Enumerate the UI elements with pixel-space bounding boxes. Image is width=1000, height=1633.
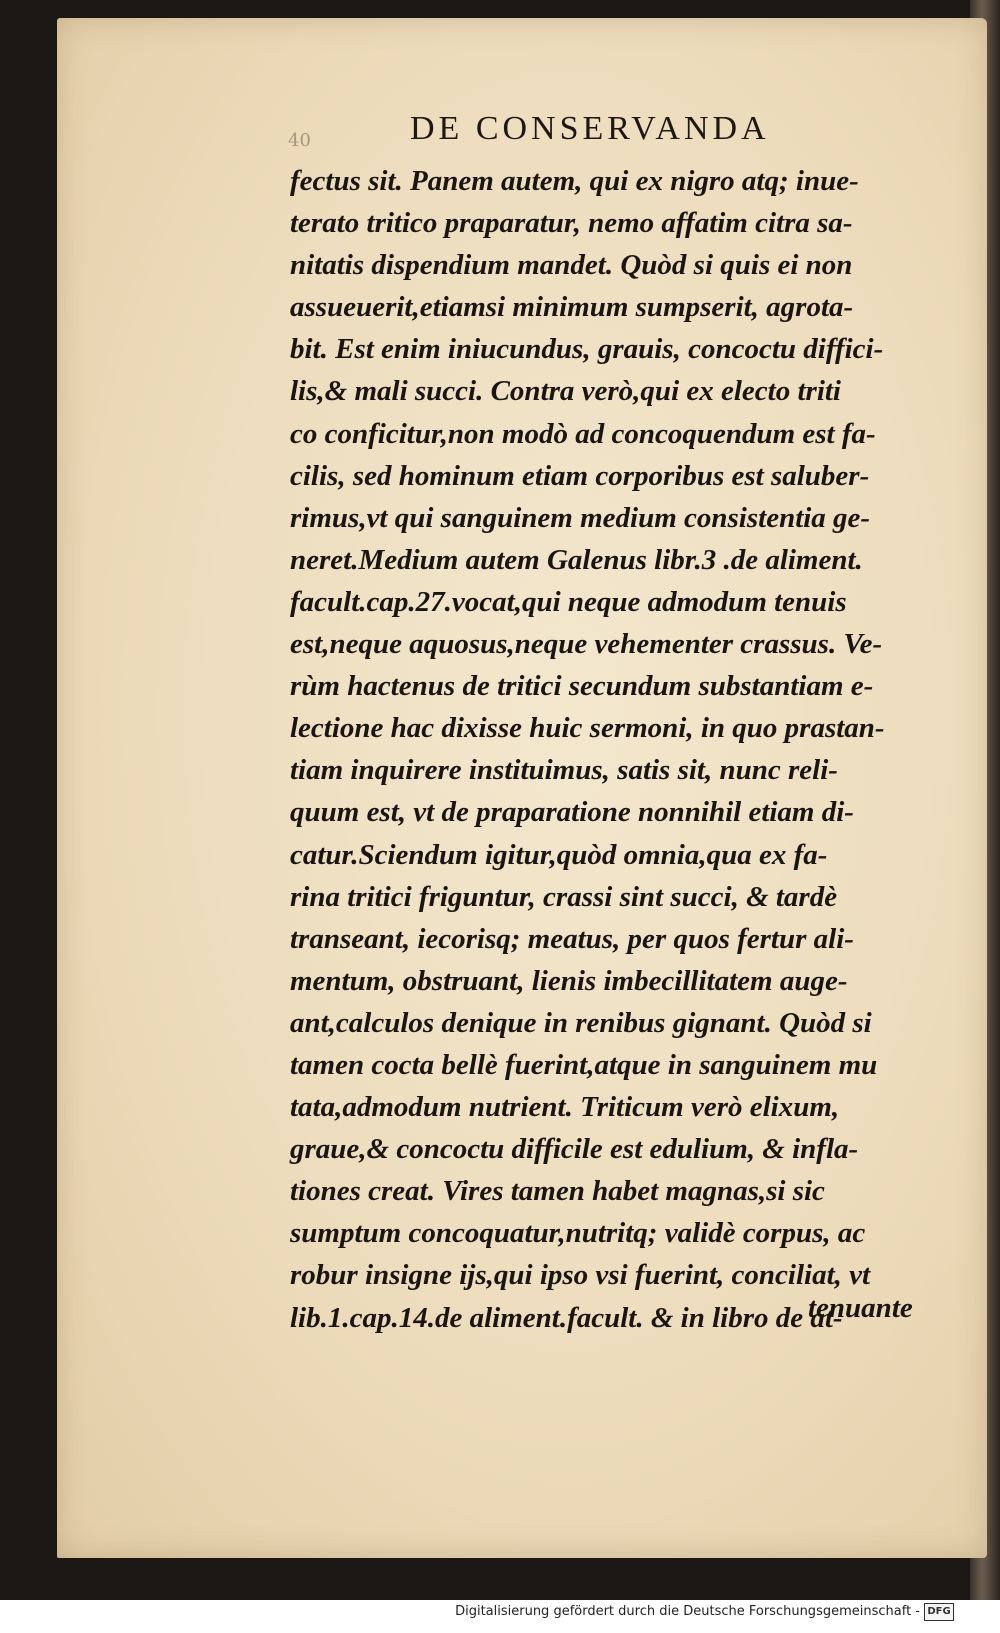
funding-credit: Digitalisierung gefördert durch die Deutsche Forschungsgemeinschaft - xyxy=(455,1604,920,1619)
text-line: terato tritico praparatur, nemo affatim citra sa- xyxy=(290,207,853,240)
text-line: transeant, iecorisq; meatus, per quos fertur ali- xyxy=(290,922,854,955)
page-number: 40 xyxy=(288,130,311,151)
text-line: fectus sit. Panem autem, qui ex nigro atq; inue- xyxy=(290,165,859,197)
text-line: tamen cocta bellè fuerint,atque in sanguinem mu xyxy=(290,1048,878,1081)
running-head: DE CONSERVANDA xyxy=(410,110,770,147)
text-line: tiam inquirere instituimus, satis sit, nunc reli- xyxy=(290,754,838,787)
text-line: tata,admodum nutrient. Triticum verò elixum, xyxy=(290,1091,840,1124)
text-line: rina tritici friguntur, crassi sint succi, & tardè xyxy=(290,880,838,913)
text-line: robur insigne ijs,qui ipso vsi fuerint, conciliat, vt xyxy=(290,1259,871,1292)
text-line: lib.1.cap.14.de aliment.facult. & in libro de at- xyxy=(290,1301,843,1334)
text-line: co conficitur,non modò ad concoquendum est fa- xyxy=(290,417,876,450)
text-line: lectione hac dixisse huic sermoni, in quo prastan- xyxy=(290,712,885,745)
text-line: cilis, sed hominum etiam corporibus est saluber- xyxy=(290,459,870,492)
text-line: rùm hactenus de tritici secundum substantiam e- xyxy=(290,670,874,703)
text-line: quum est, vt de praparatione nonnihil etiam di- xyxy=(290,796,854,829)
text-line: sumptum concoquatur,nutritq; validè corpus, ac xyxy=(290,1217,866,1250)
text-line: assueuerit,etiamsi minimum sumpserit, agrota- xyxy=(290,291,854,324)
text-line: mentum, obstruant, lienis imbecillitatem auge- xyxy=(290,964,848,997)
body-text xyxy=(290,160,940,1339)
dfg-logo: DFG xyxy=(924,1603,954,1621)
catchword: tenuante xyxy=(808,1292,913,1324)
text-line: rimus,vt qui sanguinem medium consistentia ge- xyxy=(290,501,871,534)
text-line: neret.Medium autem Galenus libr.3 .de aliment. xyxy=(290,543,863,576)
text-line: est,neque aquosus,neque vehementer crassus. Ve- xyxy=(290,628,883,661)
text-line: catur.Sciendum igitur,quòd omnia,qua ex fa- xyxy=(290,838,828,871)
text-line: facult.cap.27.vocat,qui neque admodum tenuis xyxy=(290,585,847,618)
text-line: lis,& mali succi. Contra verò,qui ex electo triti xyxy=(290,375,841,408)
text-line: graue,& concoctu difficile est edulium, & infla- xyxy=(290,1133,859,1166)
text-line: ant,calculos denique in renibus gignant. Quòd si xyxy=(290,1006,872,1039)
text-line: nitatis dispendium mandet. Quòd si quis ei non xyxy=(290,249,853,282)
text-line: bit. Est enim iniucundus, grauis, concoctu diffici- xyxy=(290,333,884,366)
text-line: tiones creat. Vires tamen habet magnas,si sic xyxy=(290,1175,825,1208)
